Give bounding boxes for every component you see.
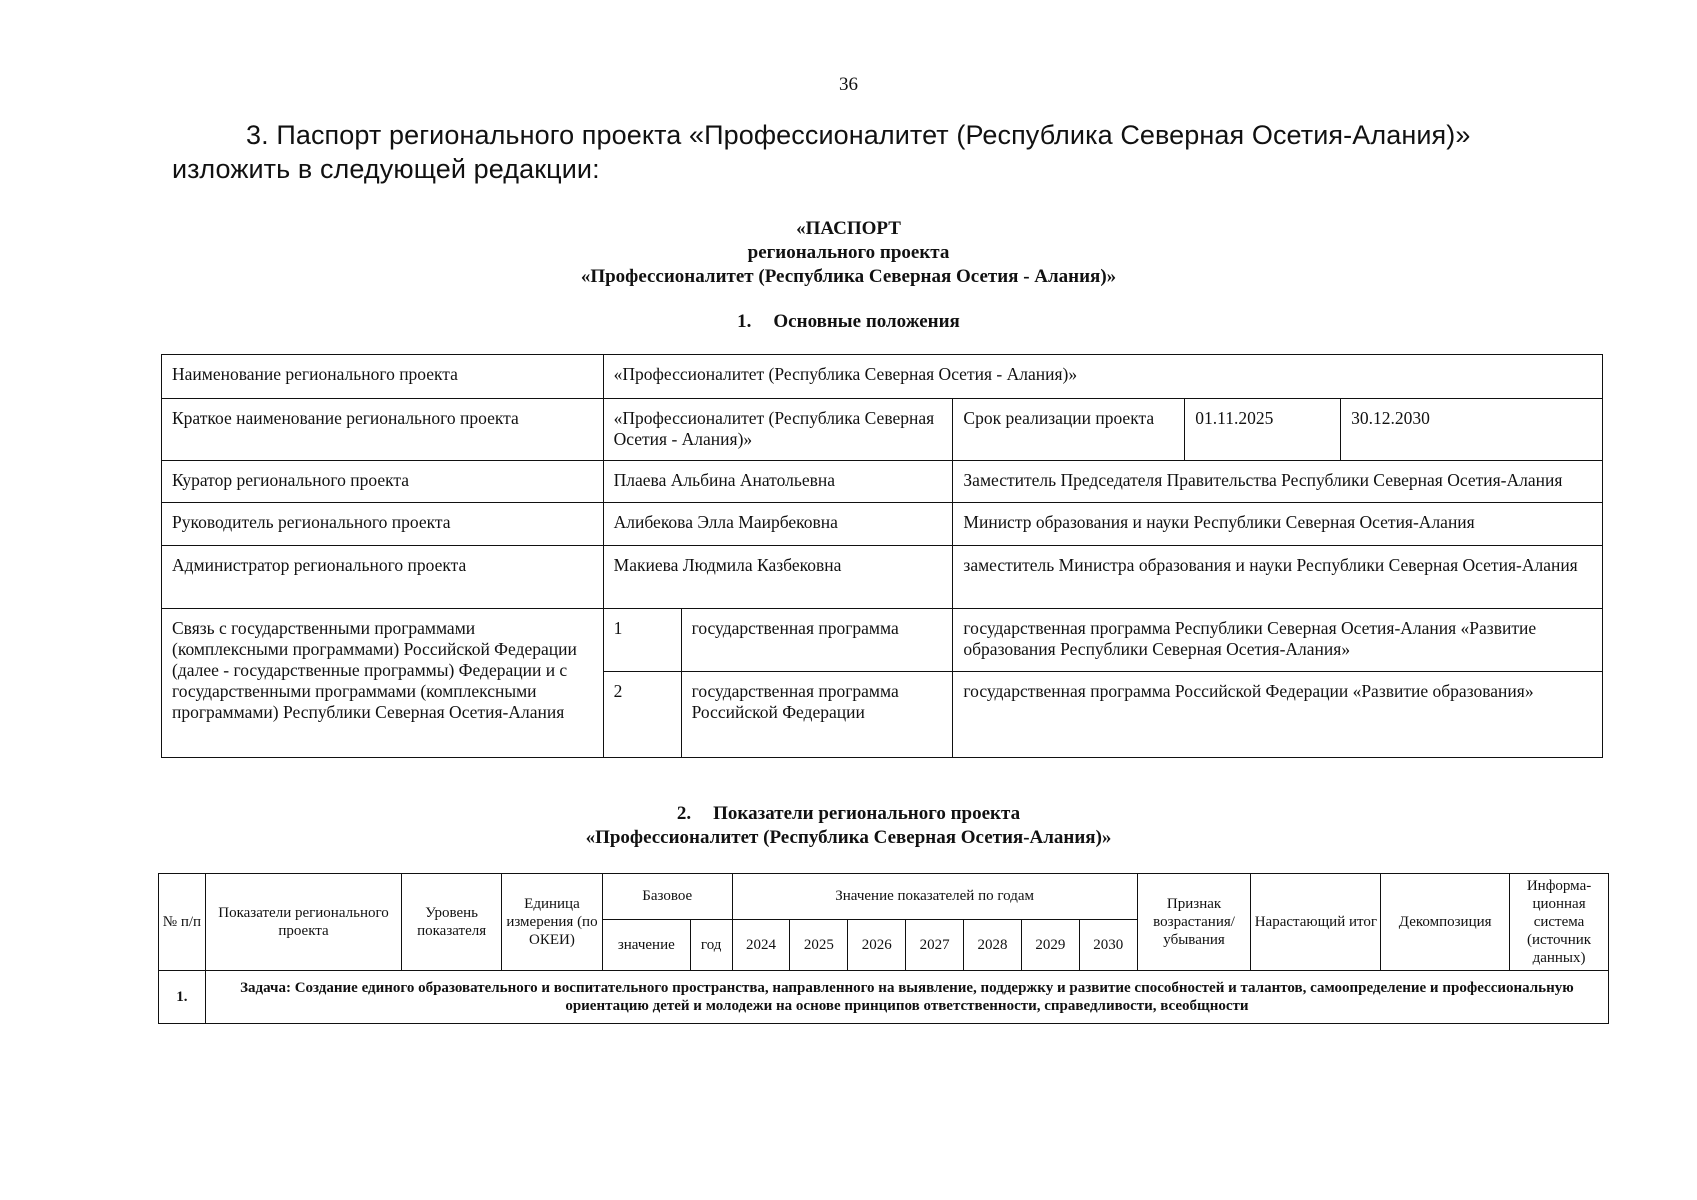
table-row: [162, 609, 1603, 672]
task-row-number: 1.: [159, 971, 206, 1024]
name-value: «Профессионалитет (Республика Северная Осетия - Алания)»: [603, 355, 1602, 399]
header-year: 2024: [732, 919, 790, 970]
header-num: № п/п: [159, 874, 206, 971]
header-year: 2030: [1079, 919, 1137, 970]
admin-name: Макиева Людмила Казбековна: [603, 546, 953, 609]
section2-number: 2.: [676, 803, 692, 824]
header-base-year: год: [690, 919, 732, 970]
header-sign: Признак возрастания/ убывания: [1137, 874, 1251, 971]
program-number: 2: [603, 672, 681, 758]
table-row: [162, 546, 1603, 609]
header-year: 2026: [848, 919, 906, 970]
program-value: государственная программа Республики Северная Осетия-Алания «Развитие образования Республики Северная Осетия-Алания»: [953, 609, 1603, 672]
passport-title-line3: «Профессионалитет (Республика Северная Осетия - Алания)»: [580, 266, 1117, 287]
section2-heading: [0, 802, 1697, 850]
short-name-value: «Профессионалитет (Республика Северная Осетия - Алания)»: [603, 399, 953, 461]
table-row: [162, 503, 1603, 546]
section1-heading: [0, 310, 1697, 334]
header-cumulative: Нарастающий итог: [1251, 874, 1381, 971]
header-base: Базовое: [602, 874, 732, 920]
name-label: Наименование регионального проекта: [162, 355, 604, 399]
header-level: Уровень показателя: [402, 874, 502, 971]
header-row: [159, 874, 1609, 920]
indicators-table: [158, 873, 1609, 1024]
header-values-by-year: Значение показателей по годам: [732, 874, 1137, 920]
page-number: 36: [839, 74, 858, 95]
header-info-system: Информа-ционная система (источник данных): [1510, 874, 1609, 971]
header-base-value: значение: [602, 919, 690, 970]
admin-position: заместитель Министра образования и науки Республики Северная Осетия-Алания: [953, 546, 1603, 609]
header-decomposition: Декомпозиция: [1381, 874, 1510, 971]
term-end: 30.12.2030: [1341, 399, 1603, 461]
header-year: 2028: [964, 919, 1022, 970]
curator-name: Плаева Альбина Анатольевна: [603, 461, 953, 503]
table-row: [162, 399, 1603, 461]
curator-label: Куратор регионального проекта: [162, 461, 604, 503]
passport-title-line2: регионального проекта: [747, 242, 950, 263]
short-name-label: Краткое наименование регионального проекта: [162, 399, 604, 461]
curator-position: Заместитель Председателя Правительства Республики Северная Осетия-Алания: [953, 461, 1603, 503]
header-year: 2027: [906, 919, 964, 970]
head-name: Алибекова Элла Маирбековна: [603, 503, 953, 546]
program-value: государственная программа Российской Федерации «Развитие образования»: [953, 672, 1603, 758]
table-row: [159, 971, 1609, 1024]
table-row: [162, 355, 1603, 399]
header-unit: Единица измерения (по ОКЕИ): [502, 874, 603, 971]
task-text: Задача: Создание единого образовательного и воспитательного пространства, направленного на выявление, поддержку и развитие способностей и талантов, самоопределение и профессиональную ориентацию детей и молодежи на основе принципов ответственности, справедливости, всеобщности: [205, 971, 1608, 1024]
program-number: 1: [603, 609, 681, 672]
passport-title: [0, 217, 1697, 289]
head-label: Руководитель регионального проекта: [162, 503, 604, 546]
table-row: [162, 461, 1603, 503]
programs-link-label: Связь с государственными программами (комплексными программами) Российской Федерации (далее - государственные программы) Федерации и с государственными программами (комплексными программами) Республики Северная Осетия-Алания: [162, 609, 604, 758]
term-label: Срок реализации проекта: [953, 399, 1185, 461]
header-year: 2029: [1021, 919, 1079, 970]
passport-title-line1: «ПАСПОРТ: [796, 218, 901, 239]
section2-title: Показатели регионального проекта: [713, 803, 1021, 824]
intro-paragraph: 3. Паспорт регионального проекта «Профессионалитет (Республика Северная Осетия-Алания)» изложить в следующей редакции:: [172, 120, 1471, 184]
head-position: Министр образования и науки Республики Северная Осетия-Алания: [953, 503, 1603, 546]
term-start: 01.11.2025: [1185, 399, 1341, 461]
header-indicator-name: Показатели регионального проекта: [205, 874, 401, 971]
section1-number: 1.: [737, 311, 752, 332]
basic-provisions-table: [161, 354, 1603, 758]
program-type: государственная программа: [681, 609, 953, 672]
section2-subtitle: «Профессионалитет (Республика Северная Осетия-Алания)»: [585, 827, 1112, 848]
program-type: государственная программа Российской Федерации: [681, 672, 953, 758]
section1-title: Основные положения: [773, 311, 960, 332]
header-year: 2025: [790, 919, 848, 970]
admin-label: Администратор регионального проекта: [162, 546, 604, 609]
